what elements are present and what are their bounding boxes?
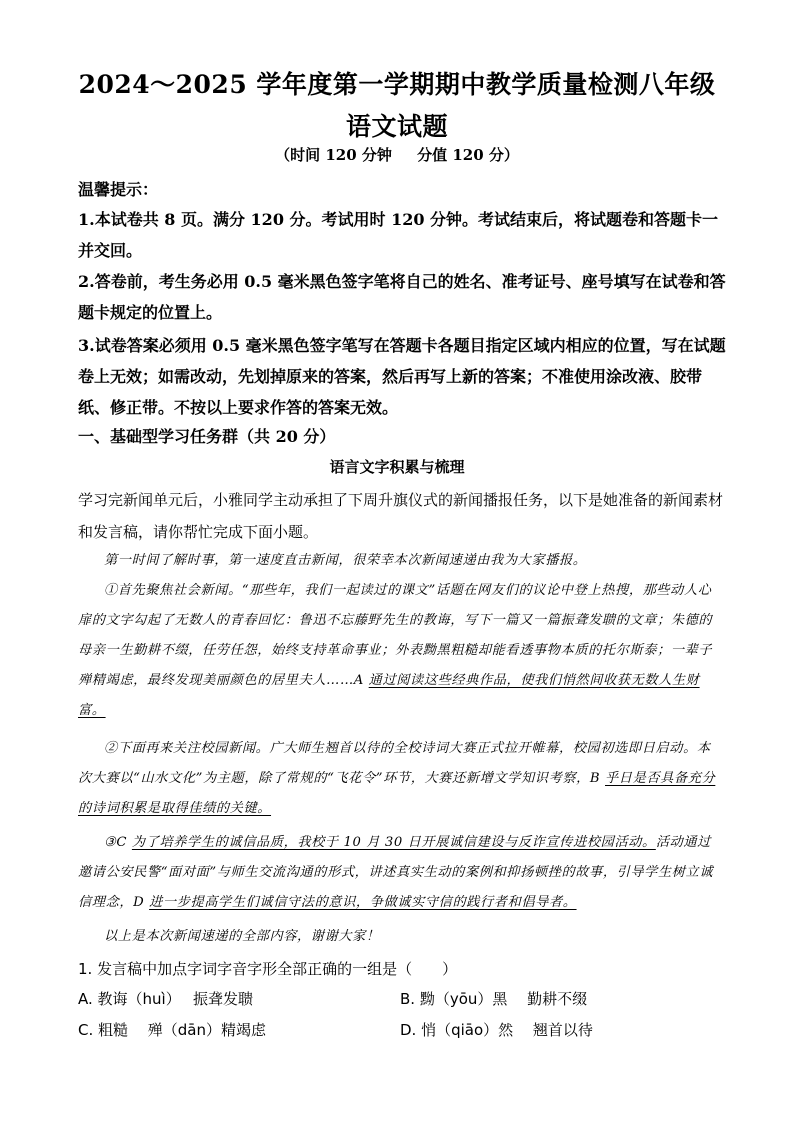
exam-score: 分值 120 分） (417, 146, 519, 164)
tips-heading: 温馨提示： (78, 180, 159, 199)
news-p2-text: ②下面再来关注校园新闻。广大师生翘首以待的全校诗词大赛正式拉开帷幕，校园初选即日启动。本次大赛以“山水文化”为主题，除了常规的“飞花令”环节，大赛还新增文学知识考察，B (78, 741, 711, 786)
question-1-option-a: A. 教诲（huì） 振聋发聩 (78, 990, 253, 1008)
tips-item-2: 2.答卷前，考生务必用 0.5 毫米黑色签字笔将自己的姓名、准考证号、座号填写在试卷和答题卡规定的位置上。 (78, 272, 726, 322)
section-subheading: 语言文字积累与梳理 (329, 458, 465, 476)
news-p1-text: ①首先聚焦社会新闻。“那些年，我们一起读过的课文”话题在网友们的议论中登上热搜，那些动人心扉的文字勾起了无数人的青春回忆：鲁迅不忘藤野先生的教诲，写下一篇又一篇振聋发聩的文章；朱德的母亲一生勤耕不缀，任劳任怨，始终支持革命事业；外表黝黑粗糙却能看透事物本质的托尔斯泰；一辈子殚精竭虑，最终发现美丽颜色的居里夫人……A (78, 583, 713, 688)
sentence-b-underlined: 乎日是否具备充分的诗词积累是取得佳绩的关键。 (78, 771, 716, 816)
tips-item-1: 1.本试卷共 8 页。满分 120 分。考试用时 120 分钟。考试结束后，将试题卷和答题卡一并交回。 (78, 210, 719, 260)
section-intro: 学习完新闻单元后，小雅同学主动承担了下周升旗仪式的新闻播报任务，以下是她准备的新闻素材和发言稿，请你帮忙完成下面小题。 (78, 491, 724, 541)
question-1-option-b: B. 黝（yōu）黑 勤耕不缀 (400, 990, 588, 1008)
news-paragraph-opening: 第一时间了解时事，第一速度直击新闻，很荣幸本次新闻速递由我为大家播报。 (104, 553, 587, 568)
question-1-stem: 1. 发言稿中加点字词字音字形全部正确的一组是（ ） (78, 960, 458, 978)
news-paragraph-2 (78, 734, 723, 824)
sentence-c-underlined: 为了培养学生的诚信品质，我校于 10 月 30 日开展诚信建设与反诈宣传进校园活动。 (131, 835, 656, 850)
news-paragraph-1 (78, 576, 723, 726)
tips-item-3: 3.试卷答案必须用 0.5 毫米黑色签字笔写在答题卡各题目指定区域内相应的位置，写在试题卷上无效；如需改动，先划掉原来的答案，然后再写上新的答案；不准使用涂改液、胶带纸、修正带。不按以上要求作答的答案无效。 (78, 336, 726, 417)
section-heading: 一、基础型学习任务群（共 20 分） (78, 427, 336, 446)
sentence-d-underlined: 进一步提高学生们诚信守法的意识，争做诚实守信的践行者和倡导者。 (149, 895, 577, 910)
exam-subtitle (0, 144, 794, 165)
question-1-option-d: D. 悄（qiāo）然 翘首以待 (400, 1021, 593, 1039)
news-paragraph-3 (78, 828, 723, 918)
sentence-a-underlined: 通过阅读这些经典作品，使我们悄然间收获无数人生财富。 (78, 673, 700, 718)
news-p3-label: ③C (104, 835, 132, 850)
news-p3-text: 活动通过邀请公安民警“面对面”与师生交流沟通的形式，讲述真实生动的案例和抑扬顿挫的故事，引导学生树立诚信理念，D (78, 835, 714, 910)
exam-title: 2024～2025 学年度第一学期期中教学质量检测八年级语文试题 (78, 70, 716, 141)
question-1-option-c: C. 粗糙 殚（dān）精竭虑 (78, 1021, 266, 1039)
exam-time: （时间 120 分钟 (275, 146, 392, 164)
news-paragraph-closing: 以上是本次新闻速递的全部内容，谢谢大家！ (104, 929, 380, 944)
